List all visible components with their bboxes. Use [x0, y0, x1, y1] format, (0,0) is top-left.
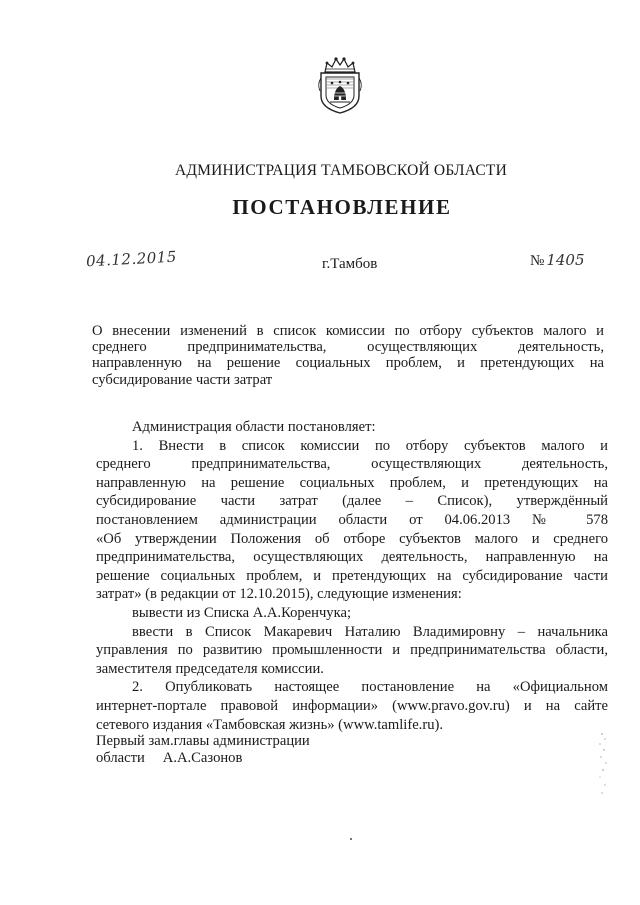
signer-region: области	[96, 750, 145, 766]
item-1-line: постановлением администрации области от 04.06.2013 № 578	[96, 511, 608, 528]
document-body	[96, 418, 608, 734]
include-line: заместителя председателя комиссии.	[96, 660, 324, 677]
item-1-line: «Об утверждении Положения об отборе субъектов малого и среднего	[96, 530, 608, 547]
signer-name: А.А.Сазонов	[162, 750, 243, 766]
item-2-line: интернет-портале правовой информации» (www.pravo.gov.ru) и на сайте	[96, 697, 608, 714]
include-line: управления по развитию промышленности и предпринимательства области,	[96, 642, 608, 659]
subject-line: направленную на решение социальных проблем, и претендующих на	[92, 355, 604, 372]
signature-block	[96, 733, 310, 767]
item-1-line: направленную на решение социальных проблем, и претендующих на	[96, 474, 608, 491]
number-value: 1405	[546, 251, 585, 269]
organization-heading: АДМИНИСТРАЦИЯ ТАМБОВСКОЙ ОБЛАСТИ	[175, 162, 507, 179]
item-1-line: субсидирование части затрат (далее – Список), утверждённый	[96, 493, 608, 510]
tambov-coat-of-arms-icon	[316, 56, 364, 114]
include-line: ввести в Список Макаревич Наталию Владимировну – начальника	[132, 623, 608, 640]
item-2	[96, 678, 608, 734]
item-1-line: предпринимательства, осуществляющих деятельность, направленную на	[96, 549, 608, 566]
scan-noise	[588, 730, 612, 800]
item-1-line: решение социальных проблем, и претендующих на субсидирование части	[96, 567, 608, 584]
exclude-clause: вывести из Списка А.А.Коренчука;	[132, 604, 352, 621]
item-1-line: затрат» (в редакции от 12.10.2015), следующие изменения:	[96, 586, 462, 603]
item-1-line: среднего предпринимательства, осуществляющих деятельность,	[96, 456, 608, 473]
item-2-line: 2. Опубликовать настоящее постановление на «Официальном	[132, 679, 608, 696]
include-clause	[96, 623, 608, 679]
item-1	[96, 437, 608, 604]
number-sign: №	[530, 253, 545, 269]
document-number	[530, 251, 585, 270]
subject-line: среднего предпринимательства, осуществляющих деятельность,	[92, 339, 604, 356]
scan-speck	[350, 838, 352, 840]
body-intro: Администрация области постановляет:	[132, 419, 376, 435]
item-2-line: сетевого издания «Тамбовская жизнь» (www.tamlife.ru).	[96, 716, 443, 733]
document-subject	[92, 323, 604, 388]
item-1-line: 1. Внести в список комиссии по отбору субъектов малого и	[132, 437, 608, 454]
document-city: г.Тамбов	[322, 256, 378, 272]
document-date: 04.12.2015	[85, 247, 178, 271]
subject-line: субсидирование части затрат	[92, 371, 273, 388]
document-type-title: ПОСТАНОВЛЕНИЕ	[232, 195, 452, 219]
subject-line: О внесении изменений в список комиссии по отбору субъектов малого и	[92, 323, 604, 339]
signer-position: Первый зам.главы администрации	[96, 733, 310, 749]
signer-line	[96, 750, 310, 767]
